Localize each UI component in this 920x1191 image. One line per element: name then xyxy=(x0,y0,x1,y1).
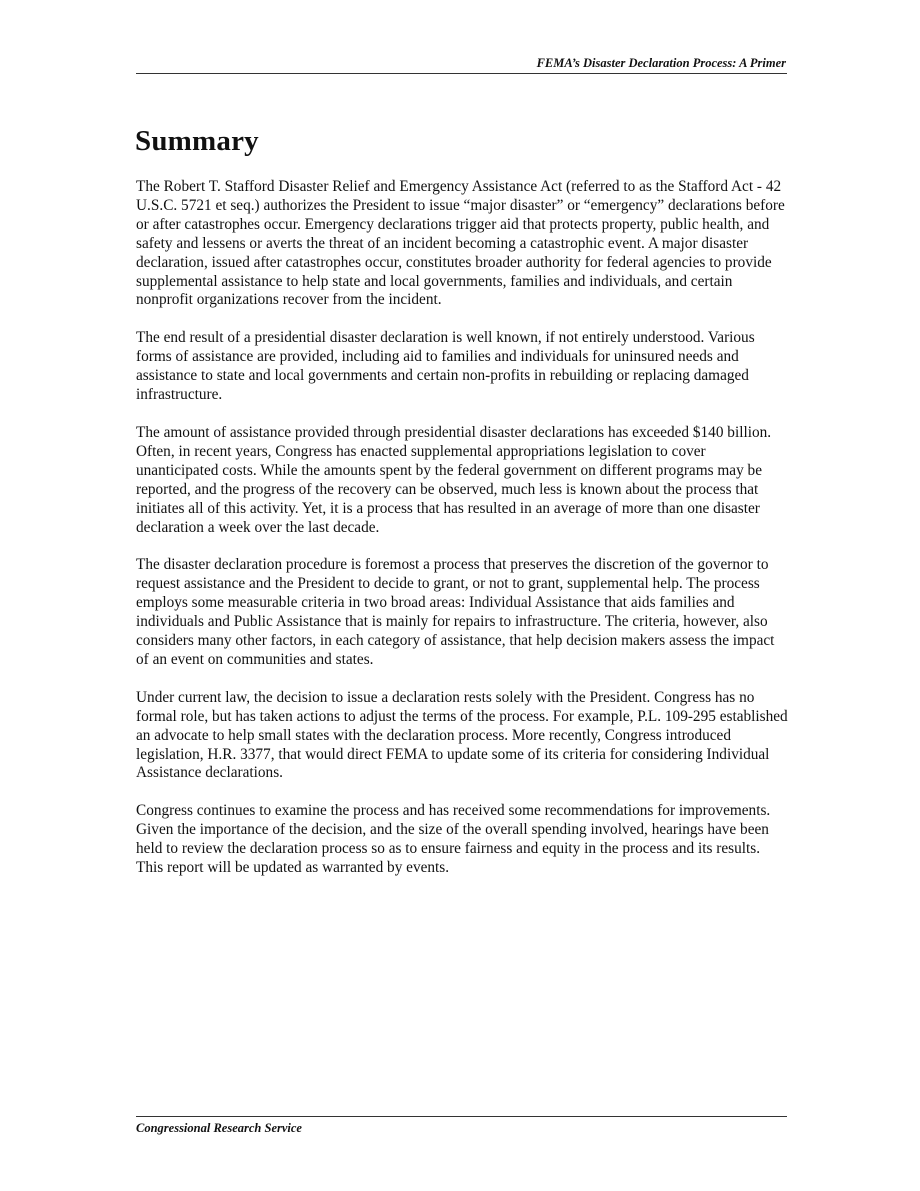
summary-body xyxy=(136,178,788,897)
header-divider xyxy=(136,73,787,74)
summary-paragraph: The disaster declaration procedure is foremost a process that preserves the discretion of the governor to request assistance and the President to decide to grant, or not to grant, supplemental help. The process employs some measurable criteria in two broad areas: Individual Assistance that aids families and individuals and Public Assistance that is mainly for repairs to infrastructure. The criteria, however, also considers many other factors, in each category of assistance, that help decision makers assess the impact of an event on communities and states. xyxy=(136,556,775,668)
page-title: Summary xyxy=(135,125,259,157)
summary-paragraph: The end result of a presidential disaster declaration is well known, if not entirely understood. Various forms of assistance are provided, including aid to families and individuals for uninsured needs and assistance to state and local governments and certain non-profits in rebuilding or replacing damaged infrastructure. xyxy=(136,329,755,404)
summary-paragraph: The Robert T. Stafford Disaster Relief and Emergency Assistance Act (referred to as the Stafford Act - 42 U.S.C. 5721 et seq.) authorizes the President to issue “major disaster” or “emergency” declarations before or after catastrophes occur. Emergency declarations trigger aid that protects property, public health, and safety and lessens or averts the threat of an incident becoming a catastrophic event. A major disaster declaration, issued after catastrophes occur, constitutes broader authority for federal agencies to provide supplemental assistance to help state and local governments, families and individuals, and certain nonprofit organizations recover from the incident. xyxy=(136,178,785,309)
running-header-title: FEMA’s Disaster Declaration Process: A Primer xyxy=(536,56,786,70)
summary-paragraph: Under current law, the decision to issue a declaration rests solely with the President. Congress has no formal role, but has taken actions to adjust the terms of the process. For example, P.L. 109-295 established an advocate to help small states with the declaration process. More recently, Congress introduced legislation, H.R. 3377, that would direct FEMA to update some of its criteria for considering Individual Assistance declarations. xyxy=(136,688,788,782)
footer-divider xyxy=(136,1116,787,1117)
summary-paragraph: Congress continues to examine the process and has received some recommendations for improvements. Given the importance of the decision, and the size of the overall spending involved, hearings have been held to review the declaration process so as to ensure fairness and equity in the process and its results. This report will be updated as warranted by events. xyxy=(136,802,771,877)
running-footer-organization: Congressional Research Service xyxy=(136,1121,302,1135)
summary-paragraph: The amount of assistance provided through presidential disaster declarations has exceeded $140 billion. Often, in recent years, Congress has enacted supplemental appropriations legislation to cover unanticipated costs. While the amounts spent by the federal government on different programs may be reported, and the progress of the recovery can be observed, much less is known about the process that initiates all of this activity. Yet, it is a process that has resulted in an average of more than one disaster declaration a week over the last decade. xyxy=(136,423,772,536)
